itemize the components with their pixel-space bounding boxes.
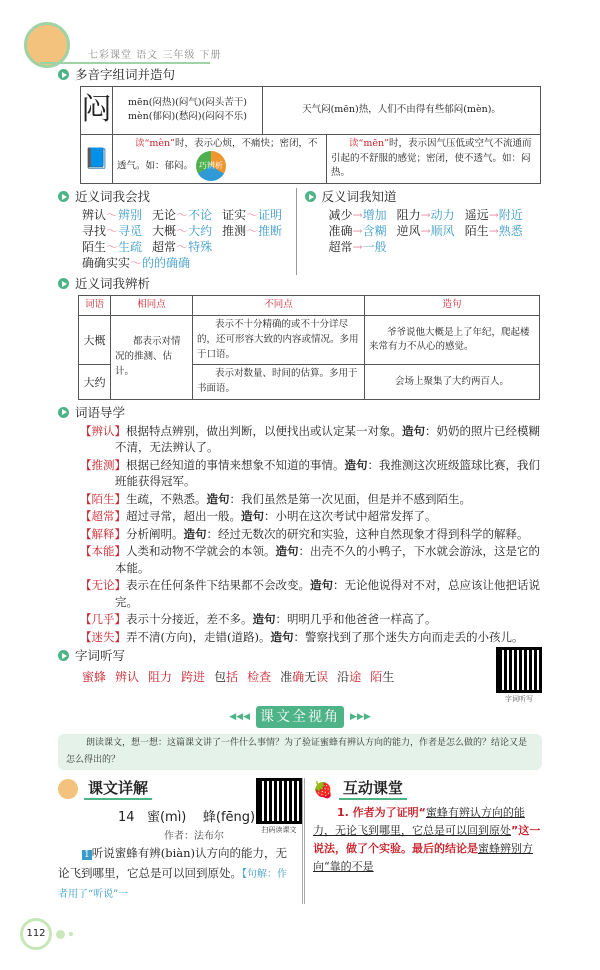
word: 超常 — [152, 240, 177, 255]
word-cell: 大约 — [79, 365, 111, 399]
entry-example: ：经过无数次的研究和实验，这种自然现象才得到科学的解释。 — [206, 526, 529, 541]
word-pair — [152, 239, 212, 255]
dictation-word — [181, 670, 205, 684]
page-footer — [20, 918, 600, 950]
word-segment: 生 — [382, 670, 395, 685]
reading-1: mēn(闷热)(闷气)(闷头苦干) — [128, 96, 247, 108]
lesson-head — [58, 778, 255, 842]
polyphone-table — [80, 86, 541, 184]
glossary-entry — [80, 457, 542, 490]
glossary-entry — [80, 629, 542, 646]
separator: ～ — [246, 224, 259, 239]
word-pair — [152, 207, 212, 223]
answer-text: 蜜蜂有辨认方向的能力，无论飞到哪里，它总是可以回到原处 — [313, 806, 525, 838]
word: 辨认 — [82, 208, 107, 223]
entry-definition: 根据特点辨别，做出判断，以便找出或认定某一对象。 — [126, 423, 402, 438]
tip-right-text: 时，表示因气压低或空气不流通而引起的不舒服的感觉；密闭，使不透气。如：闷热。 — [331, 137, 532, 179]
separator: ～ — [106, 224, 119, 239]
sentence-cell: 爷爷说他大概是上了年纪，爬起楼来常有力不从心的感觉。 — [365, 316, 540, 365]
entry-example: ：出壳不久的小鸭子，下水就会游泳，这是它的本能。 — [115, 544, 540, 575]
heading-text: 字词听写 — [75, 648, 126, 664]
word-pair — [465, 223, 523, 239]
play-bullet-icon — [58, 278, 69, 289]
separator: → — [352, 208, 363, 223]
header-line — [40, 62, 210, 64]
separator: → — [352, 240, 363, 255]
readings — [113, 87, 263, 135]
lesson-top — [58, 778, 302, 842]
entry-definition: 人类和动物不学就会的本领。 — [126, 544, 276, 559]
entry-word: 【推测】 — [80, 457, 126, 472]
synonym-analysis-table — [78, 295, 540, 400]
decor-dot — [56, 930, 65, 939]
example-label: 造句 — [183, 526, 207, 541]
entry-definition: 分析阐明。 — [126, 526, 184, 541]
word-pair — [329, 239, 387, 255]
entry-word: 【迷失】 — [80, 629, 126, 644]
section-banner: 课文全视角 — [256, 706, 344, 728]
entry-example: ：无论他说得对不对，总应该让他把话说完。 — [115, 578, 540, 609]
word-segment: 括 — [226, 670, 239, 685]
decor-dot — [69, 932, 73, 936]
related-word: 辨别 — [118, 208, 143, 223]
word-segment: 检查 — [247, 670, 272, 685]
related-word: 顺风 — [430, 224, 455, 239]
antonym-list — [329, 207, 543, 255]
word: 寻找 — [82, 224, 107, 239]
example-label: 造句 — [241, 509, 264, 524]
book-mascot-icon: 📘 — [81, 134, 113, 184]
separator: → — [420, 224, 431, 239]
example-label: 造句 — [206, 491, 230, 506]
word-pair — [82, 239, 142, 255]
lesson-area — [58, 778, 542, 904]
related-word: 的的确确 — [142, 256, 191, 271]
dictation-word — [280, 670, 328, 684]
entry-word: 【解释】 — [80, 526, 126, 541]
related-word: 寻觅 — [118, 224, 143, 239]
same-cell: 都表示对情况的推测、估计。 — [111, 316, 193, 400]
heading-text: 近义词我会找 — [75, 189, 151, 205]
glossary-entry — [80, 577, 542, 610]
word-segment: 跨进 — [181, 670, 206, 685]
entry-definition: 弄不清(方向)，走错(道路)。 — [126, 629, 271, 644]
interactive-answer — [313, 804, 542, 876]
diff-cell: 表示不十分精确的或不十分详尽的，还可形容大致的内容或情况。多用于口语。 — [193, 316, 365, 365]
heading-text: 词语导学 — [75, 404, 126, 420]
title-char-2: 蜂(fēng) — [202, 810, 256, 826]
word: 大概 — [152, 224, 177, 239]
entry-word: 【本能】 — [80, 544, 126, 559]
word: 证实 — [222, 208, 247, 223]
word-pair — [82, 223, 142, 239]
col-header: 相同点 — [111, 296, 193, 316]
word: 陌生 — [464, 224, 489, 239]
dictation-main — [58, 647, 403, 685]
word: 准确 — [328, 224, 353, 239]
question-text: ”这一说法，做了个实验。最后的结论是 — [313, 824, 541, 856]
example-label: 造句 — [270, 629, 294, 644]
badge-1: 巧 — [199, 161, 208, 171]
entry-definition: 生疏，不熟悉。 — [126, 491, 207, 506]
reading-2: mèn(郁闷)(愁闷)(闷闷不乐) — [128, 111, 247, 123]
separator: ～ — [176, 240, 189, 255]
col-header: 词语 — [79, 296, 111, 316]
word-row — [329, 239, 543, 255]
paragraph-number: 1 — [84, 850, 90, 861]
tip-left-text: 时，表示心烦，不痛快；密闭，不透气。如：郁闷。 — [117, 137, 318, 172]
entry-example: ：明明几乎和他爸爸一样高了。 — [275, 612, 437, 627]
word-pair — [397, 223, 455, 239]
word: 减少 — [328, 208, 353, 223]
section-heading — [58, 275, 542, 292]
word: 确确实实 — [82, 256, 131, 271]
entry-word: 【超常】 — [80, 509, 126, 524]
word-row — [82, 239, 296, 271]
word-segment: 蜜蜂 — [82, 670, 107, 685]
word-segment: 辨认 — [115, 670, 140, 685]
heading-text: 多音字组词并造句 — [75, 67, 176, 82]
word: 无论 — [152, 208, 177, 223]
entry-definition: 表示十分接近，差不多。 — [126, 612, 253, 627]
glossary-entry — [80, 526, 542, 543]
word-pair — [82, 207, 142, 223]
lesson-heading-row — [58, 778, 255, 800]
play-bullet-icon — [58, 191, 69, 202]
paragraph-text: 听说蜜蜂有辨(biàn)认方向的能力，无论飞到哪里，它总是可以回到原处。 — [58, 846, 288, 881]
related-word: 附近 — [498, 208, 523, 223]
word-sections — [58, 188, 542, 275]
lesson-paragraph — [58, 844, 302, 904]
right-arrows-icon: ▶▶▶ — [350, 712, 371, 723]
entry-word: 【陌生】 — [80, 491, 126, 506]
play-bullet-icon — [305, 191, 316, 202]
book-title: 七彩课堂 语文 三年级 下册 — [88, 50, 222, 61]
example-label: 造句 — [402, 423, 425, 438]
related-word: 熟悉 — [498, 224, 523, 239]
related-word: 动力 — [430, 208, 455, 223]
lesson-column — [58, 778, 302, 904]
analysis-section — [58, 275, 542, 400]
word-segment: 途 — [349, 670, 362, 685]
qr-label: 字词听写 — [505, 695, 533, 704]
lesson-title — [118, 806, 255, 825]
sentence-cell: 会场上聚集了大约两百人。 — [365, 365, 540, 399]
col-header: 不同点 — [193, 296, 365, 316]
related-word: 大约 — [188, 224, 213, 239]
tip-badge-icon — [196, 151, 226, 181]
word: 超常 — [328, 240, 353, 255]
glossary-entry — [80, 543, 542, 576]
separator: → — [488, 208, 499, 223]
word-segment: 包 — [214, 670, 227, 685]
left-arrows-icon: ◀◀◀ — [229, 712, 250, 723]
glossary-entry — [80, 423, 542, 456]
tip-right-key: 读“mēn” — [349, 137, 389, 149]
separator: → — [488, 224, 499, 239]
mascot-icon — [58, 779, 78, 799]
question-text: 1. 作者为了证明“ — [337, 806, 426, 820]
word-pair — [222, 207, 282, 223]
word-segment: 阻力 — [148, 670, 173, 685]
dictation-words — [82, 668, 403, 685]
word: 阻力 — [396, 208, 421, 223]
entry-example: ：警察找到了那个迷失方向而走丢的小孩儿。 — [293, 629, 524, 644]
antonym-section — [297, 188, 543, 275]
word-row — [82, 207, 296, 223]
page-header — [0, 0, 600, 66]
entry-word: 【几乎】 — [80, 612, 126, 627]
polyphone-section — [58, 66, 542, 184]
page-number: 112 — [20, 918, 52, 950]
example-label: 造句 — [275, 544, 299, 559]
section-heading — [58, 188, 296, 205]
badge-3: 析 — [215, 161, 224, 171]
section-heading — [58, 66, 542, 83]
glossary-list — [80, 423, 542, 646]
entry-example: ：我们虽然是第一次见面，但是并不感到陌生。 — [229, 491, 471, 506]
separator: ～ — [106, 240, 119, 255]
word-cell: 大概 — [79, 316, 111, 365]
lesson-number: 14 — [118, 810, 135, 826]
example-sentence: 天气闷(mēn)热，人们不由得有些郁闷(mèn)。 — [263, 87, 541, 135]
strawberry-icon: 🍓 — [313, 779, 333, 799]
word-row — [329, 207, 543, 223]
example-label: 造句 — [252, 612, 276, 627]
section-heading — [305, 188, 543, 205]
synonym-list — [82, 207, 296, 271]
related-word: 含糊 — [362, 224, 387, 239]
word-pair — [329, 223, 387, 239]
glossary-entry — [80, 611, 542, 628]
entry-definition: 超过寻常，超出一般。 — [126, 509, 241, 524]
example-label: 造句 — [310, 578, 333, 593]
word-row — [82, 223, 296, 239]
word-pair — [397, 207, 455, 223]
play-bullet-icon — [58, 69, 69, 80]
word: 推测 — [222, 224, 247, 239]
separator: ～ — [176, 208, 189, 223]
word-pair — [152, 223, 212, 239]
section-heading — [58, 647, 403, 664]
entry-example: ：小明在这次考试中超常发挥了。 — [264, 509, 437, 524]
word-pair — [465, 207, 523, 223]
entry-definition: 表示在任何条件下结果都不会改变。 — [126, 578, 310, 593]
glossary-entry — [80, 491, 542, 508]
synonym-section — [58, 188, 297, 275]
dictation-word — [148, 670, 172, 684]
word: 遥远 — [464, 208, 489, 223]
banner-row — [0, 706, 600, 728]
related-word: 一般 — [362, 240, 387, 255]
heading-text: 反义词我知道 — [321, 189, 397, 205]
title-char-1: 蜜(mì) — [146, 810, 187, 826]
lesson-author: 作者：法布尔 — [164, 831, 224, 843]
glossary-section — [58, 404, 542, 646]
qr-label: 扫码读课文 — [261, 826, 297, 835]
word-segment: 沿 — [337, 670, 350, 685]
entry-example: ：我推测这次班级篮球比赛，我们班能获得冠军。 — [115, 457, 540, 489]
glossary-entry — [80, 508, 542, 525]
interactive-column — [302, 778, 542, 904]
sentence-note: 【句解：作者用了“听说”一 — [58, 869, 287, 901]
lesson-qr — [256, 778, 302, 835]
heading-text: 近义词我辨析 — [75, 276, 151, 292]
dictation-word — [370, 670, 394, 684]
related-word: 增加 — [362, 208, 387, 223]
word: 逆风 — [396, 224, 421, 239]
word-row — [329, 223, 543, 239]
separator: → — [352, 224, 363, 239]
col-header: 造句 — [365, 296, 540, 316]
qr-code[interactable] — [496, 647, 542, 693]
related-word: 生疏 — [118, 240, 143, 255]
word-pair — [82, 255, 190, 271]
interactive-heading-row — [313, 778, 542, 800]
word-segment: 陌 — [370, 670, 383, 685]
dictation-word — [247, 670, 271, 684]
word-pair — [329, 207, 387, 223]
related-word: 特殊 — [188, 240, 213, 255]
dictation-word — [115, 670, 139, 684]
reading-prompt: 朗读课文，想一想：这篇课文讲了一件什么事情？为了验证蜜蜂有辨认方向的能力，作者是怎么做的？结论又是怎么得出的？ — [58, 734, 542, 770]
dictation-section — [58, 647, 542, 704]
interactive-heading: 互动课堂 — [339, 778, 407, 800]
diff-cell: 表示对数量、时间的估算。多用于书面语。 — [193, 365, 365, 399]
answer-text: 蜜蜂辨别方向“靠的不是 — [313, 842, 533, 874]
word-segment: 准 — [280, 670, 293, 685]
separator: ～ — [246, 208, 259, 223]
badge-2: 辨 — [207, 161, 216, 171]
word-segment: 误 — [316, 670, 329, 685]
dictation-qr — [496, 647, 542, 704]
dictation-word — [214, 670, 238, 684]
play-bullet-icon — [58, 650, 69, 661]
related-word: 不论 — [188, 208, 213, 223]
tip-left-key: 读“mèn” — [135, 137, 175, 149]
lesson-heading: 课文详解 — [84, 778, 152, 800]
separator: → — [420, 208, 431, 223]
word-pair — [222, 223, 282, 239]
related-word: 证明 — [258, 208, 283, 223]
section-heading — [58, 404, 542, 421]
dictation-word — [82, 670, 106, 684]
tip-left — [113, 134, 327, 184]
entry-definition: 根据已经知道的事情来想象不知道的事情。 — [126, 457, 345, 472]
entry-example: ：奶奶的照片已经模糊不清，无法辨认了。 — [115, 423, 540, 455]
entry-word: 【辨认】 — [80, 423, 126, 438]
word-segment: 无 — [304, 670, 317, 685]
separator: ～ — [130, 256, 143, 271]
play-bullet-icon — [58, 407, 69, 418]
dictation-word — [337, 670, 361, 684]
separator: ～ — [176, 224, 189, 239]
separator: ～ — [106, 208, 119, 223]
example-label: 造句 — [344, 457, 368, 472]
related-word: 推断 — [258, 224, 283, 239]
entry-word: 【无论】 — [80, 578, 126, 593]
polyphone-char: 闷 — [81, 87, 113, 135]
tip-right — [327, 134, 541, 184]
word: 陌生 — [82, 240, 107, 255]
qr-code[interactable] — [256, 778, 302, 824]
word-segment: 确 — [292, 670, 305, 685]
